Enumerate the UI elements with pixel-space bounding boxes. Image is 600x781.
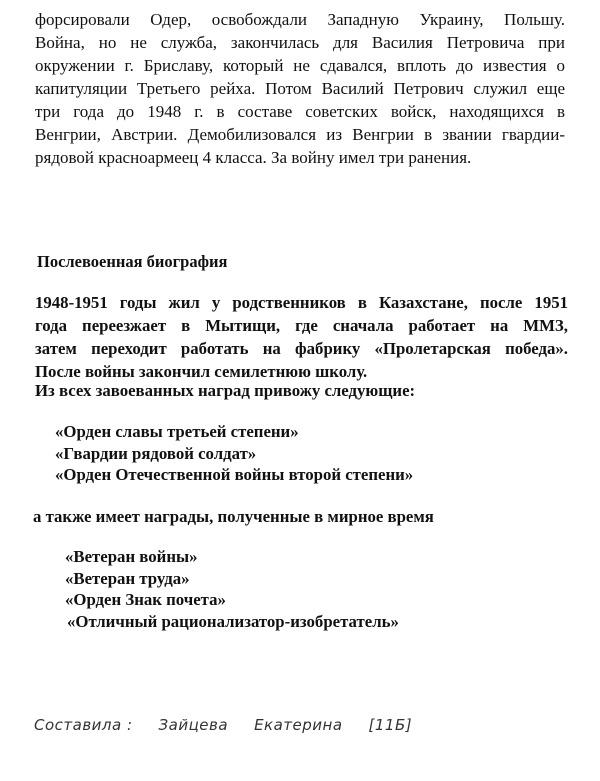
paragraph-line: три года до 1948 г. в составе советских войск, находящихся в bbox=[35, 102, 565, 121]
paragraph-line: капитуляции Третьего рейха. Потом Василий Петрович служил еще bbox=[35, 79, 565, 98]
paragraph-line: Из всех завоеванных наград привожу следующие: bbox=[35, 381, 416, 400]
signature-class: [11Б] bbox=[368, 716, 413, 734]
signature-firstname: Екатерина bbox=[254, 716, 343, 734]
award-item: «Ветеран труда» bbox=[65, 569, 190, 588]
signature-label: Составила : bbox=[34, 716, 133, 734]
award-item: «Орден Знак почета» bbox=[65, 590, 226, 609]
paragraph-line: года переезжает в Мытищи, где сначала работает на ММЗ, bbox=[35, 316, 568, 335]
award-item: «Гвардии рядовой солдат» bbox=[55, 444, 257, 463]
paragraph-line: окружении г. Бриславу, который не сдавался, вплоть до известия о bbox=[35, 56, 565, 75]
paragraph-line: форсировали Одер, освобождали Западную Украину, Польшу. bbox=[35, 10, 565, 29]
award-item: «Ветеран войны» bbox=[65, 547, 198, 566]
award-item: «Отличный рационализатор-изобретатель» bbox=[67, 612, 399, 631]
paragraph-line: 1948-1951 годы жил у родственников в Казахстане, после 1951 bbox=[35, 293, 568, 312]
paragraph-line: После войны закончил семилетнюю школу. bbox=[35, 362, 368, 381]
award-item: «Орден Отечественной войны второй степени» bbox=[55, 465, 414, 484]
paragraph-line: рядовой красноармеец 4 класса. За войну имел три ранения. bbox=[35, 148, 472, 167]
award-item: «Орден славы третьей степени» bbox=[55, 422, 299, 441]
paragraph-line: Война, но не служба, закончилась для Василия Петровича при bbox=[35, 33, 565, 52]
signature-surname: Зайцева bbox=[158, 716, 229, 734]
paragraph-line: Венгрии, Австрии. Демобилизовался из Венгрии в звании гвардии- bbox=[35, 125, 565, 144]
peacetime-intro: а также имеет награды, полученные в мирное время bbox=[33, 507, 434, 526]
handwritten-signature bbox=[34, 716, 438, 734]
paragraph-line: затем переходит работать на фабрику «Пролетарская победа». bbox=[35, 339, 568, 358]
section-heading: Послевоенная биография bbox=[37, 252, 228, 271]
